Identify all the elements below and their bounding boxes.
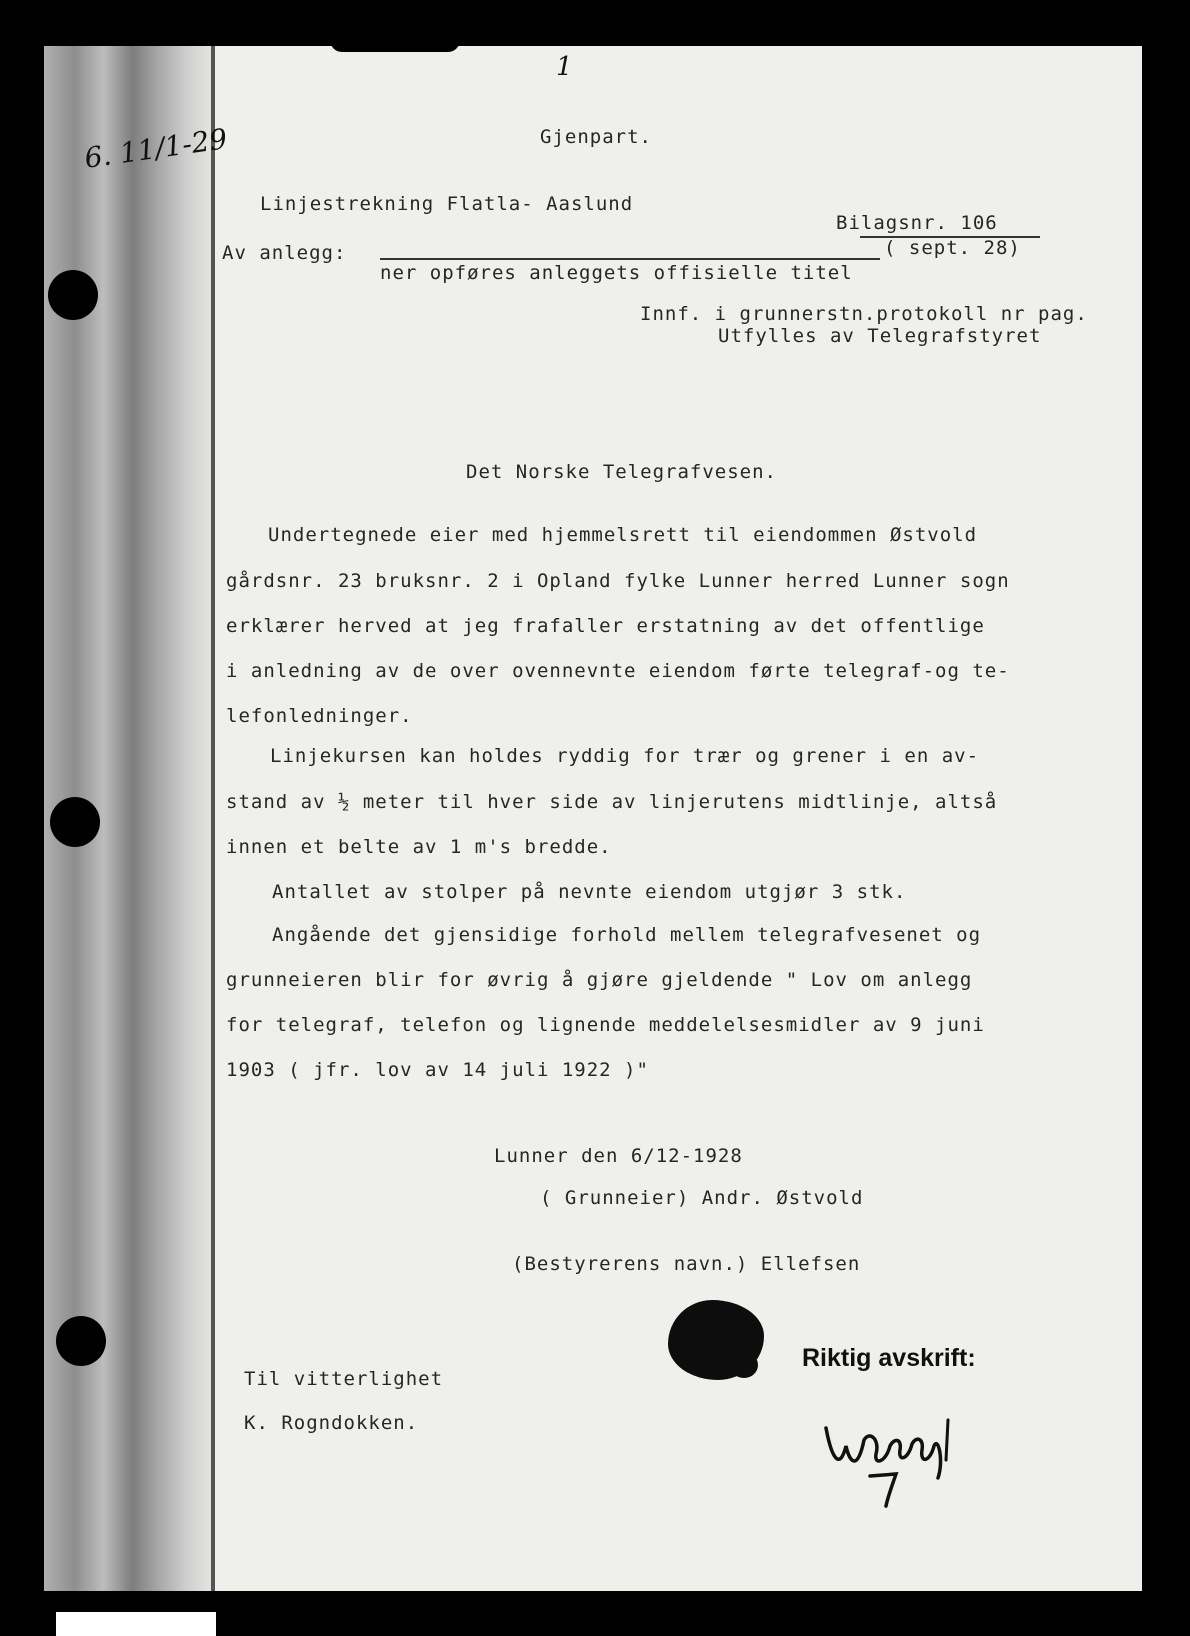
page-fold xyxy=(211,46,215,1591)
anlegg-blank-line xyxy=(380,258,880,260)
anlegg-subtitle: ner opføres anleggets offisielle titel xyxy=(380,262,853,284)
body-line: 1903 ( jfr. lov av 14 juli 1922 )" xyxy=(226,1059,649,1081)
certification-stamp: Riktig avskrift: xyxy=(802,1344,976,1372)
scan-label-strip xyxy=(56,1612,216,1636)
margin-note: 6. 11/1-29 xyxy=(82,122,230,175)
body-line: i anledning av de over ovennevnte eiendom førte telegraf-og te- xyxy=(226,660,1010,682)
body-line: stand av ½ meter til hver side av linjerutens midtlinje, altså xyxy=(226,791,998,813)
body-line: Angående det gjensidige forhold mellem telegrafvesenet og xyxy=(272,924,982,946)
witness-name: K. Rogndokken. xyxy=(244,1412,419,1434)
body-line: Antallet av stolper på nevnte eiendom utgjør 3 stk. xyxy=(272,881,907,903)
body-line: lefonledninger. xyxy=(226,705,413,727)
bilag-number: Bilagsnr. 106 xyxy=(836,212,998,234)
av-anlegg-label: Av anlegg: xyxy=(222,242,347,264)
body-line: Linjekursen kan holdes ryddig for trær og grener i en av- xyxy=(270,745,980,767)
page-mark: 1 xyxy=(556,52,573,82)
protocol-line-1: Innf. i grunnerstn.protokoll nr pag. xyxy=(640,303,1088,325)
body-line: Undertegnede eier med hjemmelsrett til eiendommen Østvold xyxy=(268,524,978,546)
body-line: grunneieren blir for øvrig å gjøre gjeldende " Lov om anlegg xyxy=(226,969,973,991)
body-line: gårdsnr. 23 bruksnr. 2 i Opland fylke Lunner herred Lunner sogn xyxy=(226,570,1010,592)
protocol-line-2: Utfylles av Telegrafstyret xyxy=(718,325,1042,347)
heading-copy: Gjenpart. xyxy=(540,126,652,148)
manager-signature-line: (Bestyrerens navn.) Ellefsen xyxy=(512,1253,861,1275)
org-title: Det Norske Telegrafvesen. xyxy=(466,461,777,483)
punch-hole-middle xyxy=(50,797,100,847)
bilag-date: ( sept. 28) xyxy=(884,237,1021,259)
punch-hole-top xyxy=(48,270,98,320)
punch-hole-bottom xyxy=(56,1316,106,1366)
witness-label: Til vitterlighet xyxy=(244,1368,444,1390)
scan-tab xyxy=(330,40,460,52)
body-line: innen et belte av 1 m's bredde. xyxy=(226,836,612,858)
line-route: Linjestrekning Flatla- Aaslund xyxy=(260,193,634,215)
body-line: erklærer herved at jeg frafaller erstatning av det offentlige xyxy=(226,615,985,637)
body-line: for telegraf, telefon og lignende meddelelsesmidler av 9 juni xyxy=(226,1014,985,1036)
place-date: Lunner den 6/12-1928 xyxy=(494,1145,743,1167)
ink-blot-drip xyxy=(730,1352,758,1378)
handwritten-signature xyxy=(820,1400,970,1510)
owner-signature-line: ( Grunneier) Andr. Østvold xyxy=(540,1187,864,1209)
